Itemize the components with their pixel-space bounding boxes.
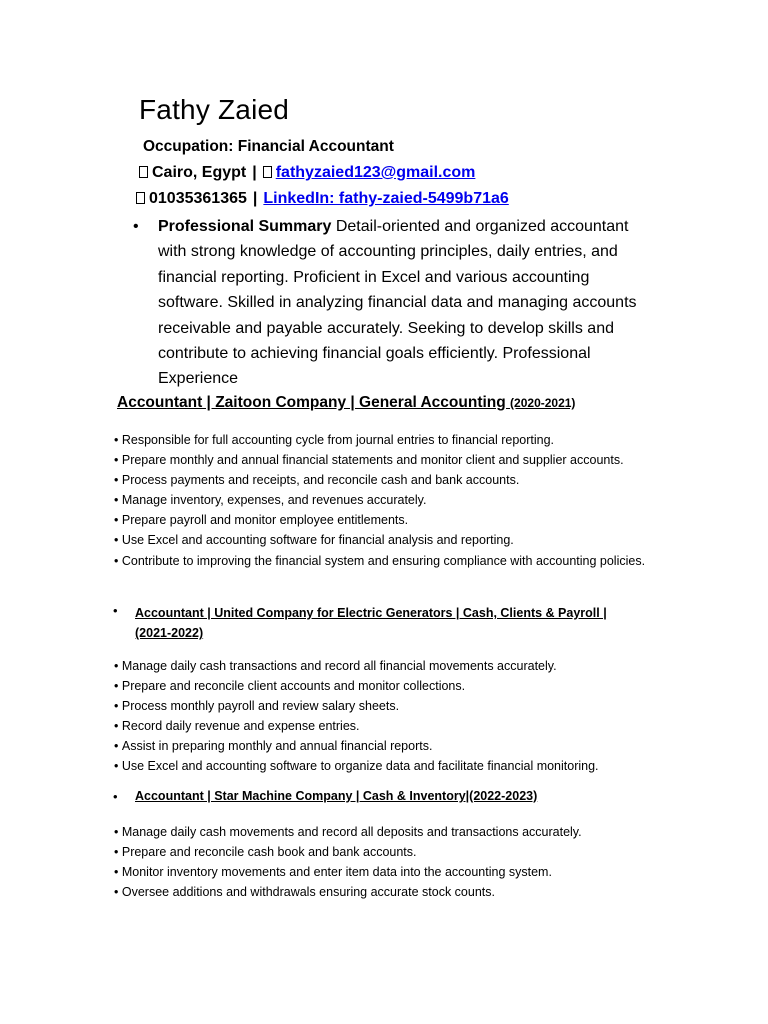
list-item: • Manage daily cash transactions and record all financial movements accurately. (114, 656, 654, 676)
list-item: • Record daily revenue and expense entries. (114, 716, 654, 736)
job-duties-zaitoon (114, 430, 654, 571)
list-item: • Monitor inventory movements and enter item data into the accounting system. (114, 862, 654, 882)
job-duties-star-machine (114, 822, 654, 902)
linkedin-link[interactable]: LinkedIn: fathy-zaied-5499b71a6 (263, 190, 509, 207)
list-item: • Manage inventory, expenses, and revenues accurately. (114, 490, 654, 510)
job-duties-united (114, 656, 654, 777)
job-title: Accountant | Zaitoon Company | General Accounting (117, 394, 511, 411)
job-bullet: • (113, 789, 118, 804)
list-item: • Use Excel and accounting software to organize data and facilitate financial monitoring. (114, 756, 654, 776)
email-link[interactable]: fathyzaied123@gmail.com (275, 164, 476, 181)
list-item: • Prepare monthly and annual financial statements and monitor client and supplier accounts. (114, 450, 654, 470)
job-years: (2020-2021) (510, 396, 576, 410)
contact-separator: | (252, 190, 258, 207)
summary-heading: Professional Summary (158, 218, 332, 235)
contact-line-phone-linkedin (136, 190, 509, 208)
job-heading-star-machine: Accountant | Star Machine Company | Cash & Inventory|(2022-2023) (135, 789, 538, 803)
list-item: • Prepare and reconcile client accounts and monitor collections. (114, 676, 654, 696)
professional-summary (158, 214, 648, 392)
location-icon (139, 166, 148, 178)
email-icon (263, 166, 272, 178)
job-heading-zaitoon (117, 394, 575, 412)
job-heading-united: Accountant | United Company for Electric Generators | Cash, Clients & Payroll | (2021-2022) (135, 606, 607, 640)
list-item: • Process payments and receipts, and reconcile cash and bank accounts. (114, 470, 654, 490)
list-item: • Manage daily cash movements and record all deposits and transactions accurately. (114, 822, 654, 842)
summary-text: Detail-oriented and organized accountant with strong knowledge of accounting principles, daily entries, and financial reporting. Proficient in Excel and various accounting software. Skilled in analyzing financial data and managing accounts receivable and payable accurately. Seeking to develop skills and contribute to achieving financial goals efficiently. Professional Experience (158, 218, 637, 388)
list-item: • Prepare and reconcile cash book and bank accounts. (114, 842, 654, 862)
occupation-line: Occupation: Financial Accountant (143, 138, 394, 155)
list-item: • Responsible for full accounting cycle from journal entries to financial reporting. (114, 430, 654, 450)
candidate-name: Fathy Zaied (139, 94, 290, 125)
list-item: • Contribute to improving the financial system and ensuring compliance with accounting policies. (114, 551, 654, 571)
summary-bullet: • (133, 218, 139, 235)
phone-icon (136, 192, 145, 204)
list-item: • Assist in preparing monthly and annual financial reports. (114, 736, 654, 756)
list-item: • Use Excel and accounting software for financial analysis and reporting. (114, 530, 654, 550)
contact-separator: | (252, 164, 257, 181)
list-item: • Process monthly payroll and review salary sheets. (114, 696, 654, 716)
list-item: • Oversee additions and withdrawals ensuring accurate stock counts. (114, 882, 654, 902)
phone-text: 01035361365 (149, 190, 247, 207)
contact-line-location-email (139, 164, 475, 182)
list-item: • Prepare payroll and monitor employee entitlements. (114, 510, 654, 530)
location-text: Cairo, Egypt (152, 164, 247, 181)
job-bullet: • (113, 603, 118, 618)
